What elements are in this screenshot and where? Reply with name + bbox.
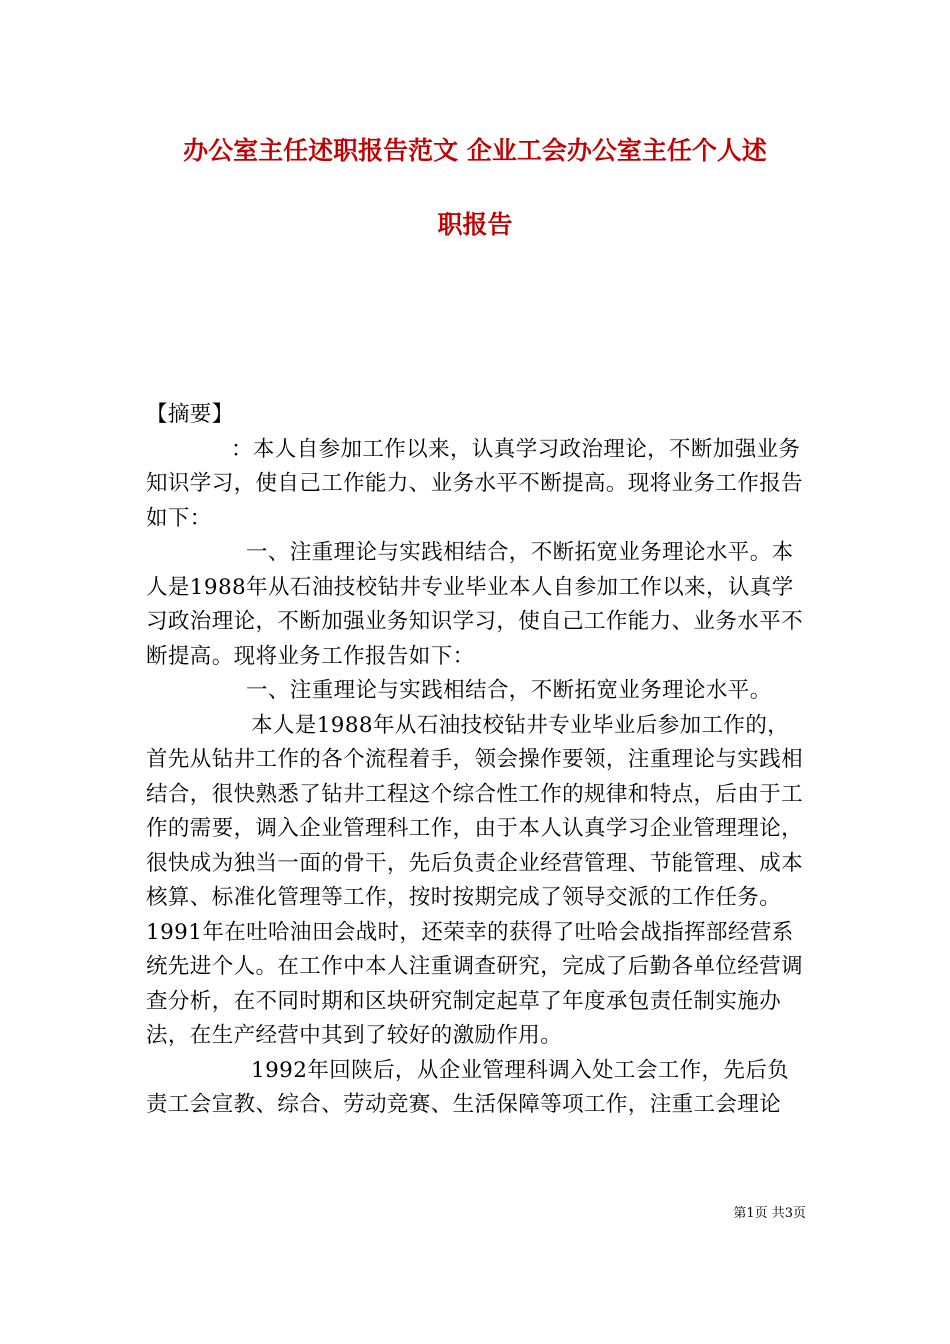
paragraph-3: 一、注重理论与实践相结合，不断拓宽业务理论水平。 <box>246 678 772 703</box>
page-footer: 第1页 共3页 <box>733 1206 806 1221</box>
paragraph-1: ：本人自参加工作以来，认真学习政治理论，不断加强业务知识学习，使自己工作能力、业务水平不断提高。现将业务工作报告如下： <box>146 436 804 531</box>
document-title-line-2: 职报告 <box>437 210 513 239</box>
paragraph-2: 一、注重理论与实践相结合，不断拓宽业务理论水平。本人是1988年从石油技校钻井专业毕业本人自参加工作以来，认真学习政治理论，不断加强业务知识学习，使自己工作能力、业务水平不断提高。现将业务工作报告如下： <box>146 540 804 669</box>
document-body <box>146 398 806 1123</box>
paragraph-5: 1992年回陕后，从企业管理科调入处工会工作，先后负责工会宣教、综合、劳动竞赛、生活保障等项工作，注重工会理论 <box>146 1057 790 1117</box>
abstract-label: 【摘要】 <box>146 402 234 427</box>
paragraph-4: 本人是1988年从石油技校钻井专业毕业后参加工作的，首先从钻井工作的各个流程着手，领会操作要领，注重理论与实践相结合，很快熟悉了钻井工程这个综合性工作的规律和特点，后由于工作的需要，调入企业管理科工作，由于本人认真学习企业管理理论，很快成为独当一面的骨干，先后负责企业经营管理、节能管理、成本核算、标准化管理等工作，按时按期完成了领导交派的工作任务。1991年在吐哈油田会战时，还荣幸的获得了吐哈会战指挥部经营系统先进个人。在工作中本人注重调查研究，完成了后勤各单位经营调查分析，在不同时期和区块研究制定起草了年度承包责任制实施办法，在生产经营中其到了较好的激励作用。 <box>146 712 804 1048</box>
document-title-line-1: 办公室主任述职报告范文 企业工会办公室主任个人述 <box>183 136 767 165</box>
